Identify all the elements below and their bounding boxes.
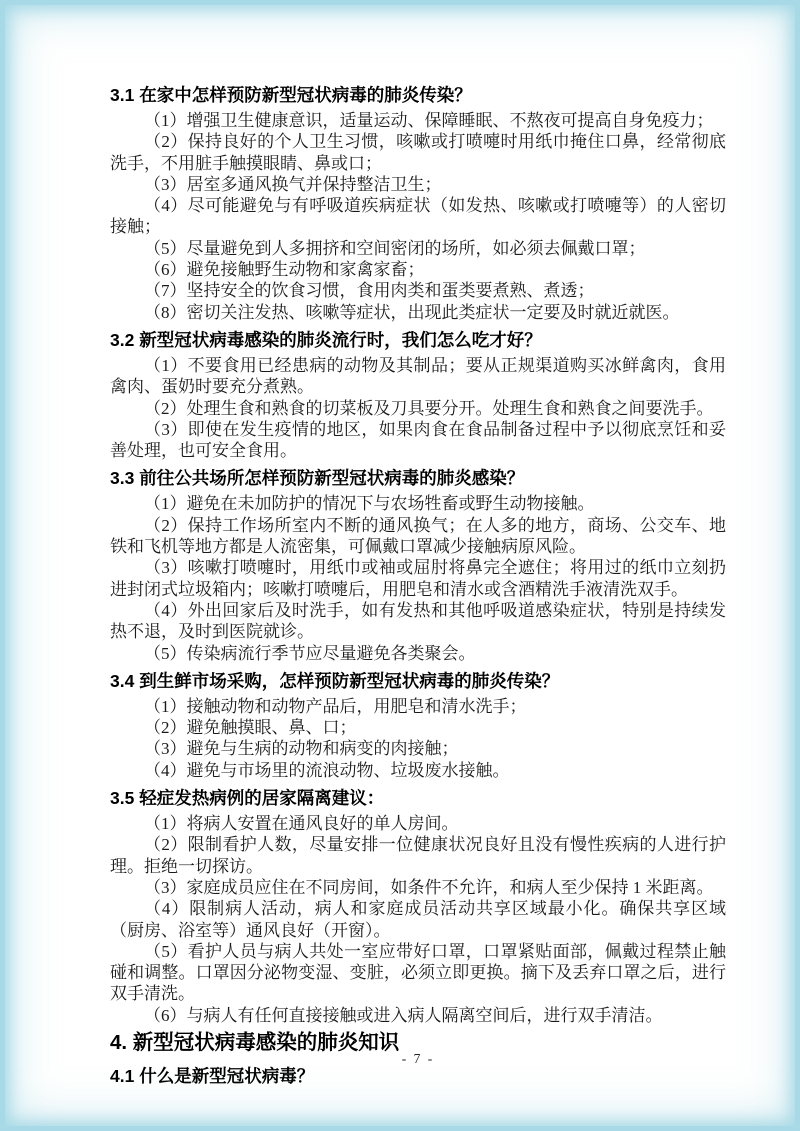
- section-heading: 3.5 轻症发热病例的居家隔离建议：: [110, 788, 385, 809]
- paragraph: （3）即使在发生疫情的地区，如果肉食在食品制备过程中予以彻底烹饪和妥善处理，也可安全食用。: [110, 419, 726, 461]
- section-3-3: [110, 467, 726, 663]
- paragraph: （1）接触动物和动物产品后，用肥皂和清水洗手；: [144, 696, 527, 716]
- paragraph: （4）尽可能避免与有呼吸道疾病症状（如发热、咳嗽或打喷嚏等）的人密切接触；: [110, 196, 726, 237]
- subsection-heading: 4.1 什么是新型冠状病毒？: [110, 1065, 315, 1086]
- paragraph: （3）咳嗽打喷嚏时，用纸巾或袖或屈肘将鼻完全遮住；将用过的纸巾立刻扔进封闭式垃圾箱内；咳嗽打喷嚏后，用肥皂和清水或含酒精洗手液清洗双手。: [110, 558, 726, 599]
- paragraph: （2）避免触摸眼、鼻、口；: [144, 718, 357, 738]
- paragraph: （2）保持工作场所室内不断的通风换气；在人多的地方，商场、公交车、地铁和飞机等地方都是人流密集，可佩戴口罩减少接触病原风险。: [110, 515, 726, 557]
- paragraph: （4）限制病人活动，病人和家庭成员活动共享区域最小化。确保共享区域（厨房、浴室等）通风良好（开窗）。: [110, 899, 726, 940]
- paragraph: （5）看护人员与病人共处一室应带好口罩，口罩紧贴面部，佩戴过程禁止触碰和调整。口罩因分泌物变湿、变脏，必须立即更换。摘下及丢弃口罩之后，进行双手清洗。: [110, 941, 726, 1004]
- paragraph: （2）处理生食和熟食的切菜板及刀具要分开。处理生食和熟食之间要洗手。: [144, 398, 714, 418]
- paragraph: （6）与病人有任何直接接触或进入病人隔离空间后，进行双手清洁。: [144, 1005, 663, 1025]
- paragraph: （1）不要食用已经患病的动物及其制品；要从正规渠道购买冰鲜禽肉，食用禽肉、蛋奶时要充分煮熟。: [110, 355, 726, 397]
- paragraph: （4）避免与市场里的流浪动物、垃圾废水接触。: [144, 760, 510, 780]
- paragraph: （5）传染病流行季节应尽量避免各类聚会。: [144, 643, 476, 663]
- section-3-4: [110, 670, 726, 781]
- section-3-2: [110, 329, 726, 461]
- paragraph: （2）限制看护人数，尽量安排一位健康状况良好且没有慢性疾病的人进行护理。拒绝一切探访。: [110, 835, 726, 876]
- paragraph: （8）密切关注发热、咳嗽等症状，出现此类症状一定要及时就近就医。: [144, 302, 680, 322]
- paragraph: （1）增强卫生健康意识，适量运动、保障睡眠、不熬夜可提高自身免疫力；: [144, 111, 714, 130]
- section-3-1: [110, 84, 726, 323]
- paragraph: （3）居室多通风换气并保持整洁卫生；: [144, 174, 442, 194]
- paragraph: （3）家庭成员应住在不同房间，如条件不允许，和病人至少保持 1 米距离。: [144, 877, 714, 897]
- paragraph: （1）将病人安置在通风良好的单人房间。: [144, 814, 459, 834]
- section-heading: 3.1 在家中怎样预防新型冠状病毒的肺炎传染？: [110, 85, 472, 105]
- section-heading: 3.2 新型冠状病毒感染的肺炎流行时，我们怎么吃才好？: [110, 329, 542, 350]
- paragraph: （1）避免在未加防护的情况下与农场牲畜或野生动物接触。: [144, 494, 595, 514]
- page-number: - 7 -: [401, 1051, 435, 1066]
- paragraph: （7）坚持安全的饮食习惯，食用肉类和蛋类要煮熟、煮透；: [144, 281, 595, 301]
- section-3-5: [110, 787, 726, 1026]
- paragraph: （2）保持良好的个人卫生习惯，咳嗽或打喷嚏时用纸巾掩住口鼻，经常彻底洗手，不用脏手触摸眼睛、鼻或口；: [110, 132, 726, 173]
- paragraph: （3）避免与生病的动物和病变的肉接触；: [144, 739, 459, 759]
- paragraph: （5）尽量避免到人多拥挤和空间密闭的场所，如必须去佩戴口罩；: [144, 238, 646, 258]
- document-content: [110, 78, 726, 1091]
- paragraph: （4）外出回家后及时洗手，如有发热和其他呼吸道感染症状，特别是持续发热不退，及时到医院就诊。: [110, 600, 726, 642]
- chapter-heading: 4. 新型冠状病毒感染的肺炎知识: [110, 1030, 400, 1054]
- paragraph: （6）避免接触野生动物和家禽家畜；: [144, 260, 425, 280]
- section-heading: 3.4 到生鲜市场采购，怎样预防新型冠状病毒的肺炎传染？: [110, 670, 560, 691]
- section-heading: 3.3 前往公共场所怎样预防新型冠状病毒的肺炎感染？: [110, 468, 525, 489]
